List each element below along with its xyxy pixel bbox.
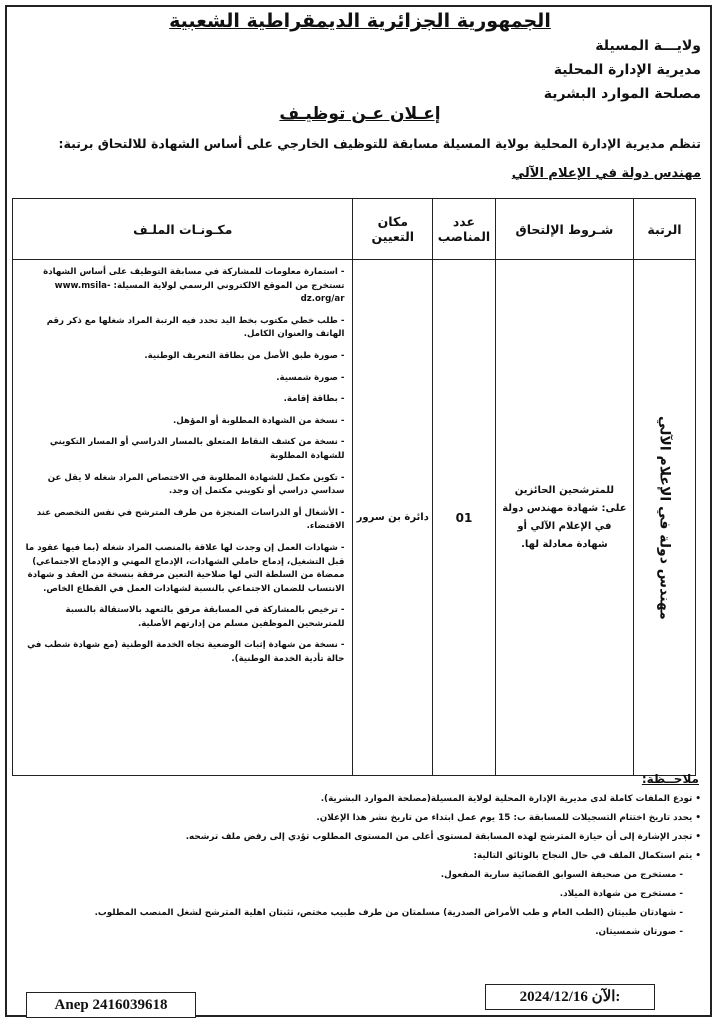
list-item: - بطاقة إقامة. [21,393,344,407]
notes-list [11,794,701,946]
note-sub-item: - مستخرج من شهادة الميلاد. [11,889,683,899]
issuer-directorate: مديرية الإدارة المحلية [553,62,701,78]
list-item: - نسخة من كشف النقاط المتعلق بالمسار الدراسي أو المسار التكويني للشهادة المطلوبة [21,436,344,463]
note-sub-item: - صورتان شمسيتان. [11,927,683,937]
announcement-title: إعـلان عـن توظيـف [279,104,441,124]
recruitment-table [12,198,696,776]
table-header-row [13,199,696,260]
publication-date [485,984,655,1010]
note-item: • تجدر الإشارة إلى أن حيازة المترشح لهذه المسابقة لمستوى أعلى من المستوى المطلوب تؤدي إلى رفض ملف ترشحه. [11,832,701,842]
note-item: • يتم استكمال الملف في حال النجاح بالوثائق التالية: [11,851,701,861]
rank-value: مهندس دولة في الإعلام الآلي [656,415,673,620]
note-sub-item: - مستخرج من صحيفة السوابق القضائية سارية المفعول. [11,870,683,880]
list-item: - نسخة من شهادة إثبات الوضعية تجاه الخدمة الوطنية (مع شهادة شطب في حالة تأدية الخدمة الوطنية). [21,639,344,666]
header-place: مكان التعيين [353,199,433,260]
cell-positions: 01 [433,260,496,776]
documents-list [21,266,344,667]
announcement-rank: مهندس دولة في الإعلام الآلي [511,166,701,181]
issuer-block [544,34,701,106]
note-item: • تودع الملفات كاملة لدى مديرية الإدارة المحلية لولاية المسيلة(مصلحة الموارد البشرية). [11,794,701,804]
header-documents: مكـونـات الملـف [13,199,353,260]
notes-title: ملاحــظة: [641,772,699,786]
republic-title: الجمهورية الجزائرية الديمقراطية الشعبية [169,10,551,32]
list-item: - نسخة من الشهادة المطلوبة أو المؤهل. [21,415,344,429]
list-item: - تكوين مكمل للشهادة المطلوبة في الاختصاص المراد شغله لا يقل عن سداسي دراسي أو تكويني مكتمل إن وجد. [21,472,344,499]
announcement-intro: تنظم مديرية الإدارة المحلية بولاية المسيلة مسابقة للتوظيف الخارجي على أساس الشهادة للالتحاق برتبة: [58,136,701,151]
list-item: - صورة شمسية. [21,372,344,386]
list-item: - صورة طبق الأصل من بطاقة التعريف الوطنية. [21,350,344,364]
header-positions: عدد المناصب [433,199,496,260]
cell-documents [13,260,353,776]
anep-reference: Anep 2416039618 [26,992,196,1018]
header-conditions: شـروط الإلتحاق [495,199,633,260]
date-label: الآن: [591,989,621,1005]
cell-rank [634,260,696,776]
note-sub-item: - شهادتان طبيتان (الطب العام و طب الأمراض الصدرية) مسلمتان من طرف طبيب مختص، تثبتان اهلية المترشح لشغل المنصب المطلوب. [11,908,683,918]
header-rank: الرتبة [634,199,696,260]
table-row [13,260,696,776]
date-value: 2024/12/16 [519,989,588,1005]
list-item: - ترخيص بالمشاركة في المسابقة مرفق بالتعهد بالاستقالة بالنسبة للمترشحين الموظفين مسلم من إدارتهم الأصلية. [21,604,344,631]
cell-conditions: للمترشحين الحائزين على: شهادة مهندس دولة في الإعلام الآلي أو شهادة معادلة لها. [495,260,633,776]
issuer-wilaya: ولايـــة المسيلة [595,38,701,54]
list-item: - شهادات العمل إن وجدت لها علاقة بالمنصب المراد شغله (بما فيها عقود ما قبل التشغيل، إدماج حاملي الشهادات، الإدماج المهني و الإدماج الاجتماعي) ممضاة من السلطة التي لها صلاحية التعين مرفقة بنسخة من العقد و شهادة الانتساب للضمان الاجتماعي بالنسبة لشهادات العمل في القطاع الخاص. [21,542,344,596]
cell-place: دائرة بن سرور [353,260,433,776]
issuer-service: مصلحة الموارد البشرية [543,86,701,102]
note-item: • يحدد تاريخ اختتام التسجيلات للمسابقة ب: 15 يوم عمل ابتداء من تاريخ نشر هذا الإعلان. [11,813,701,823]
list-item: - استمارة معلومات للمشاركة في مسابقة التوظيف على أساس الشهادة تستخرج من الموقع الالكتروني الرسمي لولاية المسيلة: www.msila-dz.org/ar [21,266,344,307]
list-item: - الأشغال أو الدراسات المنجزة من طرف المترشح في نفس التخصص عند الاقتضاء. [21,507,344,534]
list-item: - طلب خطي مكتوب بخط اليد تحدد فيه الرتبة المراد شغلها مع ذكر رقم الهاتف والعنوان الكامل. [21,315,344,342]
